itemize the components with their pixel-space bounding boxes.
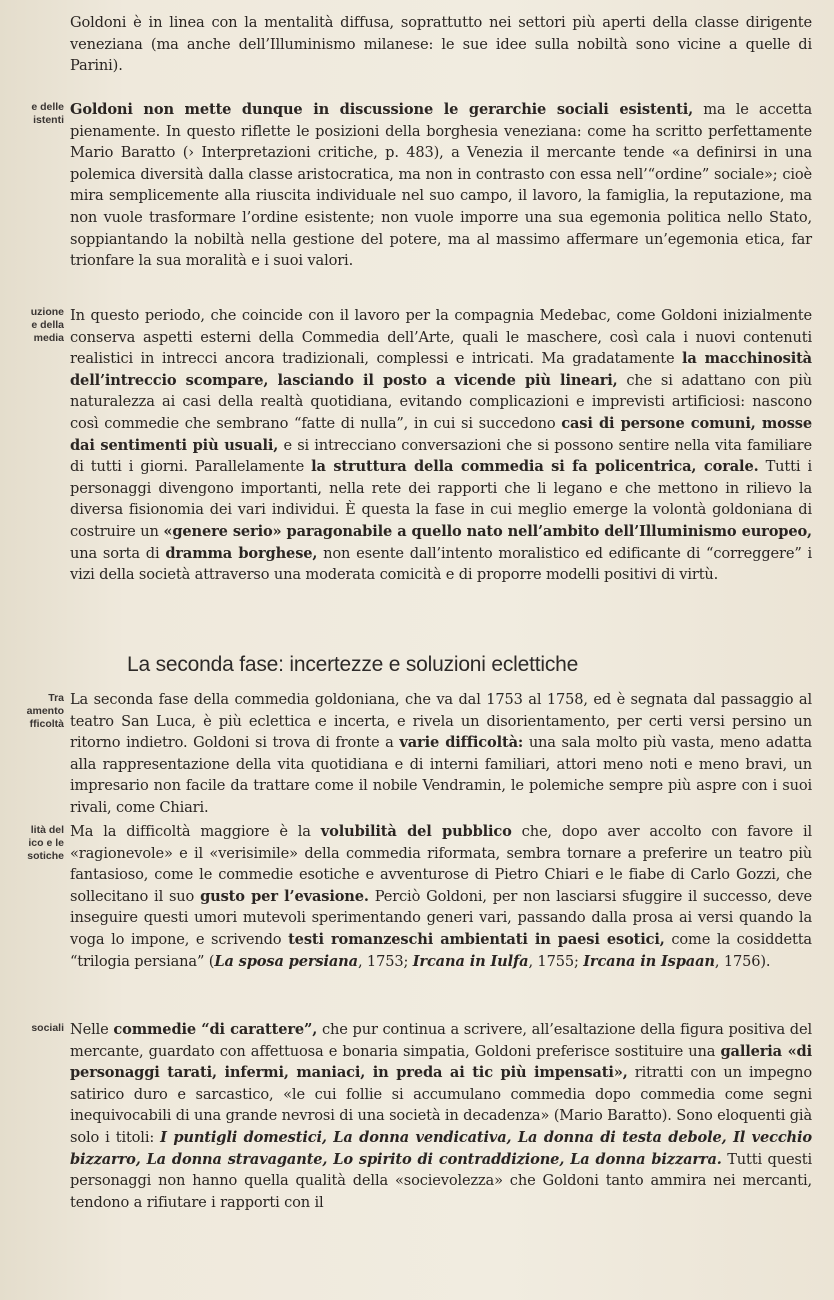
paragraph-medebac <box>70 305 812 586</box>
text-run: non esente dall’intento moralistico ed edificante di “correggere” i vizi della società attraverso una moderata comicità e di proporre modelli positivi di virtù. <box>70 544 812 584</box>
text-run: ritratti con un impegno satirico duro e sarcastico, «le cui follie si accumulano commedia dopo commedia come segni inequivocabili di una grande nevrosi di una società in decadenza» (Mario Baratto). Sono eloquenti già solo i titoli: <box>70 1064 812 1146</box>
bold-phrase: casi di persone comuni, mosse dai sentimenti più usuali, <box>70 414 812 454</box>
text-run: che si adattano con più naturalezza ai casi della realtà quotidiana, evitando complicazioni e imprevisti artificiosi: nascono così commedie che sembrano “fatte di nulla”, in cui si succedono <box>70 371 813 432</box>
section-heading: La seconda fase: incertezze e soluzioni eclettiche <box>127 653 579 676</box>
margin-note: media <box>33 332 64 344</box>
bold-phrase: commedie “di carattere”, <box>113 1021 318 1038</box>
text-run: Tutti i personaggi divengono importanti, nella rete dei rapporti che li legano e che mettono in rilievo la diversa fisionomia dei vari individui. È questa la fase in cui meglio emerge la volontà goldoniana di costruire un <box>70 458 812 540</box>
bold-phrase: «genere serio» paragonabile a quello nato nell’ambito dell’Illuminismo europeo, <box>163 522 812 540</box>
margin-note: ico e le <box>28 837 64 849</box>
text-run: In questo periodo, che coincide con il lavoro per la compagnia Medebac, come Goldoni inizialmente conserva aspetti esterni della Commedia dell’Arte, quali le maschere, così cala i nuovi contenuti realistici in intrecci ancora tradizionali, complessi e intricati. Ma gradatamente <box>70 307 812 368</box>
margin-note: istenti <box>33 114 64 126</box>
margin-note: sociali <box>31 1022 64 1034</box>
bold-italic-title: I puntigli domestici, La donna vendicativa, La donna di testa debole, Il vecchio bizzarro, La donna stravagante, Lo spirito di contraddizione, La donna bizzarra. <box>70 1128 812 1168</box>
text-run: ma le accetta pienamente. In questo riflette le posizioni della borghesia veneziana: come ha scritto perfettamente Mario Baratto (› Interpretazioni critiche, p. 483), a Venezia il mercante tende «a definirsi in una polemica diversità dalla classe aristocratica, ma non in contrasto con essa nell’“ordine” sociale»; cioè mira semplicemente alla riuscita individuale nel suo campo, il lavoro, la famiglia, la reputazione, ma non vuole trasformare l’ordine esistente; non vuole imporre una sua egemonia politica nello Stato, soppiantando la nobiltà nella gestione del potere, ma al massimo affermare un’egemonia etica, far trionfare la sua moralità e i suoi valori. <box>70 101 812 270</box>
text-run: come la cosiddetta “trilogia persiana” ( <box>70 930 812 970</box>
text-run: Ma la difficoltà maggiore è la <box>70 823 321 840</box>
bold-phrase: dramma borghese, <box>165 544 318 562</box>
text-run: , 1756). <box>714 952 771 970</box>
bold-phrase: galleria «di personaggi tarati, infermi, maniaci, in preda ai tic più impensati», <box>70 1042 813 1082</box>
text-run: che pur continua a scrivere, all’esaltazione della figura positiva del mercante, guardato con affettuosa e bonaria simpatia, Goldoni preferisce sostituire una <box>70 1021 813 1060</box>
margin-note: uzione <box>30 306 64 318</box>
text-run: Nelle <box>70 1021 114 1038</box>
bold-phrase: volubilità del pubblico <box>320 823 512 840</box>
bold-phrase: la struttura della commedia si fa policentrica, corale. <box>311 458 759 476</box>
bold-italic-title: Ircana in Iulfa <box>412 952 529 970</box>
margin-note: lità del <box>30 824 64 836</box>
paragraph-public <box>70 821 812 972</box>
paragraph-intro: Goldoni è in linea con la mentalità diffusa, soprattutto nei settori più aperti della classe dirigente veneziana (ma anche dell’Illuminismo milanese: le sue idee sulla nobiltà sono vicine a quelle di Parini). <box>70 14 812 75</box>
paragraph-hierarchies <box>70 99 812 272</box>
bold-phrase: testi romanzeschi ambientati in paesi esotici, <box>288 930 665 948</box>
text-run: una sorta di <box>70 544 166 562</box>
margin-note: fficoltà <box>29 718 64 730</box>
margin-note: e delle <box>31 101 64 113</box>
text-run: , 1755; <box>528 952 584 970</box>
text-run: , 1753; <box>357 952 413 970</box>
text-run: La seconda fase della commedia goldoniana, che va dal 1753 al 1758, ed è segnata dal passaggio al teatro San Luca, è più eclettica e incerta, e rivela un disorientamento, per certi versi persino un ritorno indietro. Goldoni si trova di fronte a <box>70 691 812 752</box>
paragraph-second-phase <box>70 689 812 819</box>
bold-phrase: gusto per l’evasione. <box>200 887 369 905</box>
bold-phrase: la macchinosità dell’intreccio scompare, lasciando il posto a vicende più lineari, <box>70 350 812 389</box>
bold-italic-title: La sposa persiana <box>214 952 358 970</box>
margin-note: amento <box>26 705 64 717</box>
bold-phrase: varie difficoltà: <box>399 734 524 752</box>
margin-note: Tra <box>48 692 64 704</box>
text-run: che, dopo aver accolto con favore il «ragionevole» e il «verisimile» della commedia riformata, sembra tornare a preferire un teatro più fantasioso, come le commedie esotiche e avventurose di Pietro Chiari e le fiabe di Carlo Gozzi, che sollecitano il suo <box>70 823 812 905</box>
text-run: una sala molto più vasta, meno adatta alla rappresentazione della vita quotidiana e di interni familiari, attori meno noti e meno bravi, un impresario non facile da trattare come il nobile Vendramin, le polemiche sempre più aspre con i suoi rivali, come Chiari. <box>70 734 812 816</box>
margin-note: e della <box>31 319 64 331</box>
text-run: Tutti questi personaggi non hanno quella qualità della «socievolezza» che Goldoni tanto ammira nei mercanti, tendono a rifiutare i rapporti con il <box>70 1150 813 1211</box>
text-run: Perciò Goldoni, per non lasciarsi sfuggire il successo, deve inseguire questi umori mutevoli sperimentando generi vari, passando dalla prosa ai versi quando la voga lo impone, e scrivendo <box>70 887 813 948</box>
text-run: e si intrecciano conversazioni che si possono sentire nella vita familiare di tutti i giorni. Parallelamente <box>70 436 812 476</box>
margin-note: sotiche <box>27 850 64 862</box>
bold-italic-title: Ircana in Ispaan <box>583 952 715 970</box>
paragraph-character-comedies <box>70 1019 812 1213</box>
bold-phrase: Goldoni non mette dunque in discussione le gerarchie sociali esistenti, <box>70 101 694 118</box>
